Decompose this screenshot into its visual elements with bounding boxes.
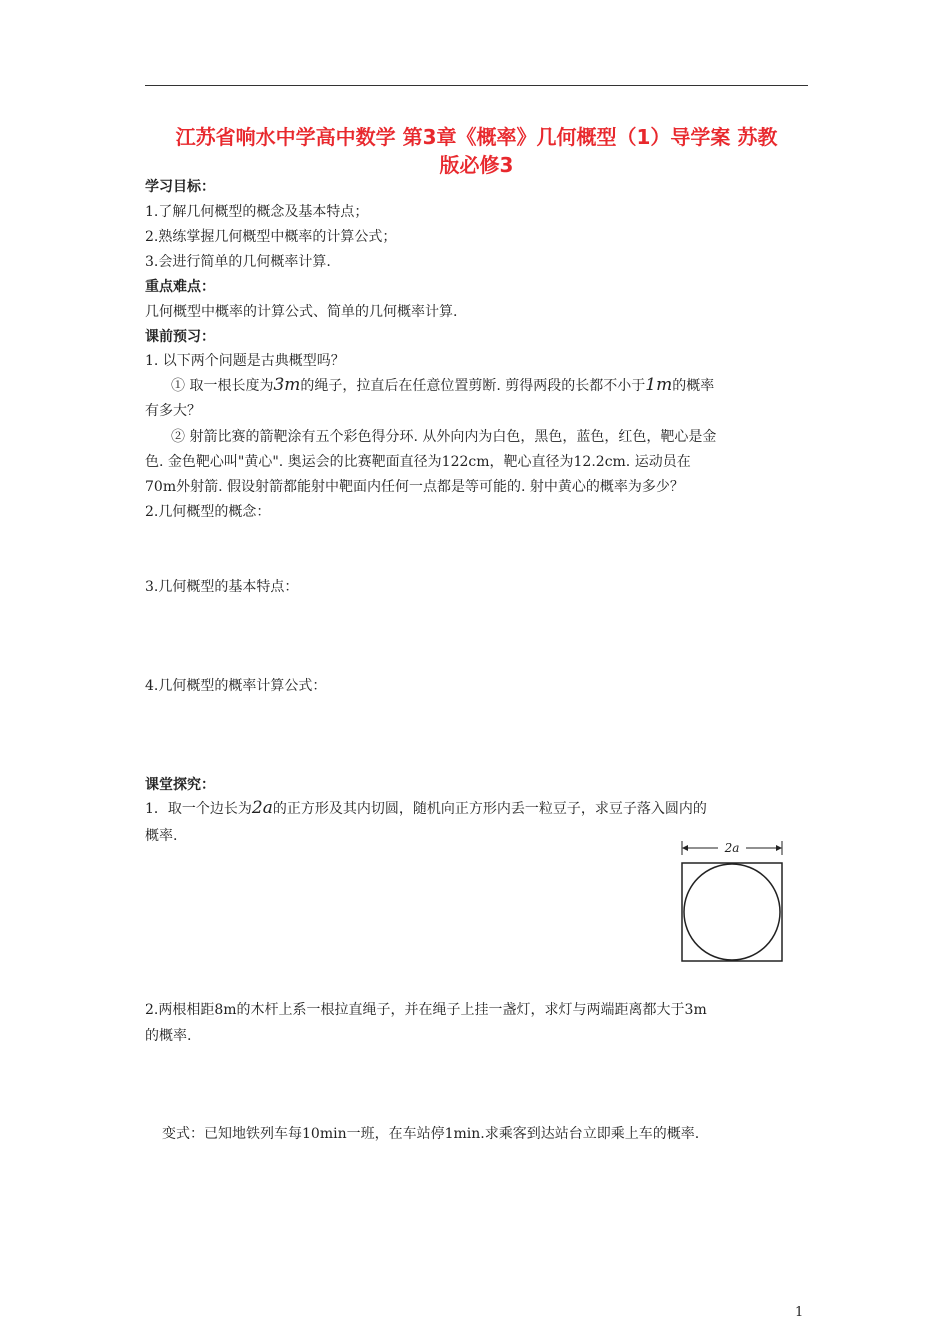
explore-problem-2-line2: 的概率.	[145, 1028, 192, 1044]
preview-question-1: 1. 以下两个问题是古典概型吗？	[145, 353, 345, 369]
figure-circle	[684, 864, 780, 960]
objective-item-3: 3.会进行简单的几何概率计算.	[145, 254, 331, 270]
objectives-heading: 学习目标：	[145, 179, 215, 195]
dim-arrow-right	[776, 845, 782, 851]
key-points-text: 几何概型中概率的计算公式、简单的几何概率计算.	[145, 304, 458, 320]
explore-heading: 课堂探究：	[145, 777, 215, 793]
page-title	[145, 123, 808, 179]
preview-question-3: 3.几何概型的基本特点：	[145, 579, 299, 595]
math-3m: 3m	[273, 375, 301, 395]
math-2a: 2a	[251, 798, 273, 818]
key-points-heading: 重点难点：	[145, 279, 215, 295]
p1-post: 的正方形及其内切圆，随机向正方形内丢一粒豆子，求豆子落入圆内的	[272, 801, 707, 817]
explore-variant: 变式：已知地铁列车每10min一班，在车站停1min.求乘客到达站台立即乘上车的概率.	[162, 1126, 700, 1142]
q1a-post: 的概率	[672, 378, 715, 394]
figure-square	[682, 863, 782, 961]
preview-question-1b-line3: 70m外射箭. 假设射箭都能射中靶面内任何一点都是等可能的. 射中黄心的概率为多少？	[145, 479, 684, 495]
title-line-1: 江苏省响水中学高中数学 第3章《概率》几何概型（1）导学案 苏教	[175, 125, 778, 149]
preview-question-1a-line2: 有多大？	[145, 403, 201, 419]
preview-question-1b-line1: ② 射箭比赛的箭靶涂有五个彩色得分环. 从外向内为白色，黑色，蓝色，红色，靶心是金	[171, 429, 717, 445]
explore-problem-1-line2: 概率.	[145, 828, 178, 844]
objective-item-2: 2.熟练掌握几何概型中概率的计算公式；	[145, 229, 397, 245]
q1a-pre: ① 取一根长度为	[171, 378, 274, 394]
objective-item-1: 1.了解几何概型的概念及基本特点；	[145, 204, 369, 220]
dim-arrow-left	[682, 845, 688, 851]
explore-problem-1	[145, 799, 707, 818]
math-1m: 1m	[645, 375, 673, 395]
header-rule	[145, 85, 808, 86]
preview-question-2: 2.几何概型的概念：	[145, 504, 271, 520]
p1-pre: 1．取一个边长为	[145, 801, 252, 817]
figure-dimension-label: 2a	[724, 841, 740, 855]
preview-question-1a	[171, 376, 714, 395]
q1a-mid: 的绳子，拉直后在任意位置剪断. 剪得两段的长都不小于	[300, 378, 646, 394]
preview-question-4: 4.几何概型的概率计算公式：	[145, 678, 327, 694]
explore-problem-2-line1: 2.两根相距8m的木杆上系一根拉直绳子，并在绳子上挂一盏灯，求灯与两端距离都大于3m	[145, 1002, 707, 1018]
square-incircle-figure	[680, 838, 785, 963]
title-line-2: 版必修3	[439, 153, 514, 177]
page-number: 1	[795, 1305, 804, 1320]
preview-heading: 课前预习：	[145, 329, 215, 345]
preview-question-1b-line2: 色. 金色靶心叫"黄心". 奥运会的比赛靶面直径为122cm，靶心直径为12.2cm. 运动员在	[145, 454, 691, 470]
